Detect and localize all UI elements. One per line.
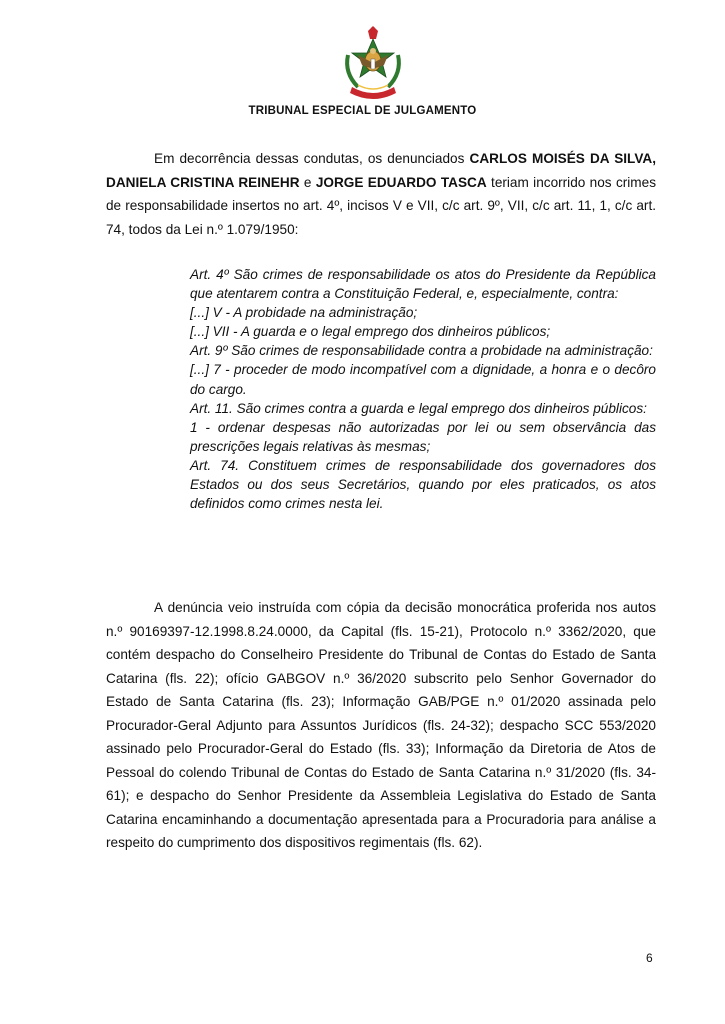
quote-line: Art. 11. São crimes contra a guarda e legal emprego dos dinheiros públicos: — [190, 400, 647, 416]
p1-connector: e — [299, 174, 316, 190]
quote-line: [...] 7 - proceder de modo incompatível com a dignidade, a honra e o decôro do cargo. — [190, 362, 656, 397]
quote-line: [...] V - A probidade na administração; — [190, 305, 418, 321]
page-number: 6 — [646, 951, 653, 965]
p1-lead: Em decorrência dessas condutas, os denunciados — [154, 151, 470, 166]
quote-line: [...] VII - A guarda e o legal emprego dos dinheiros públicos; — [190, 324, 551, 340]
legal-quote-block — [190, 265, 656, 513]
p2-text: A denúncia veio instruída com cópia da decisão monocrática proferida nos autos n.º 90169397-12.1998.8.24.0000, da Capital (fls. 15-21), Protocolo n.º 3362/2020, que contém despacho do Conselheiro Presidente do Tribunal de Contas do Estado de Santa Catarina (fls. 22); ofício GABGOV n.º 36/2020 subscrito pelo Senhor Governador do Estado de Santa Catarina (fls. 23); Informação GAB/PGE n.º 01/2020 assinada pelo Procurador-Geral Adjunto para Assuntos Jurídicos (fls. 24-32); despacho SCC 553/2020 assinado pelo Procurador-Geral do Estado (fls. 33); Informação da Diretoria de Atos de Pessoal do colendo Tribunal de Contas do Estado de Santa Catarina n.º 31/2020 (fls. 34-61); e despacho do Senhor Presidente da Assembleia Legislativa do Estado de Santa Catarina encaminhando a documentação apresentada para a Procuradoria para análise a respeito do cumprimento dos dispositivos regimentais (fls. 62). — [106, 600, 656, 850]
court-name: TRIBUNAL ESPECIAL DE JULGAMENTO — [248, 105, 477, 117]
coat-of-arms-icon — [340, 25, 406, 105]
quote-line: 1 - ordenar despesas não autorizadas por lei ou sem observância das prescrições legais relativas às mesmas; — [190, 419, 656, 454]
quote-line: Art. 74. Constituem crimes de responsabilidade dos governadores dos Estados ou dos seus Secretários, quando por eles praticados, os atos definidos como crimes nesta lei. — [190, 457, 656, 512]
quote-line: Art. 4º São crimes de responsabilidade os atos do Presidente da República que atentarem contra a Constituição Federal, e, especialmente, contra: — [190, 267, 656, 302]
p1-rest: teriam incorrido nos crimes de responsabilidade insertos no art. 4º, incisos V e VII, c/c art. 9º, VII, c/c art. 11, 1, c/c art. 74, todos da Lei n.º 1.079/1950: — [106, 174, 656, 237]
defendant-third: JORGE EDUARDO TASCA — [315, 174, 487, 190]
paragraph-defendants — [106, 147, 656, 241]
quote-line: Art. 9º São crimes de responsabilidade contra a probidade na administração: — [190, 343, 653, 359]
paragraph-complaint — [106, 596, 656, 855]
defendants-names: CARLOS MOISÉS DA SILVA, DANIELA CRISTINA REINEHR — [106, 151, 656, 190]
